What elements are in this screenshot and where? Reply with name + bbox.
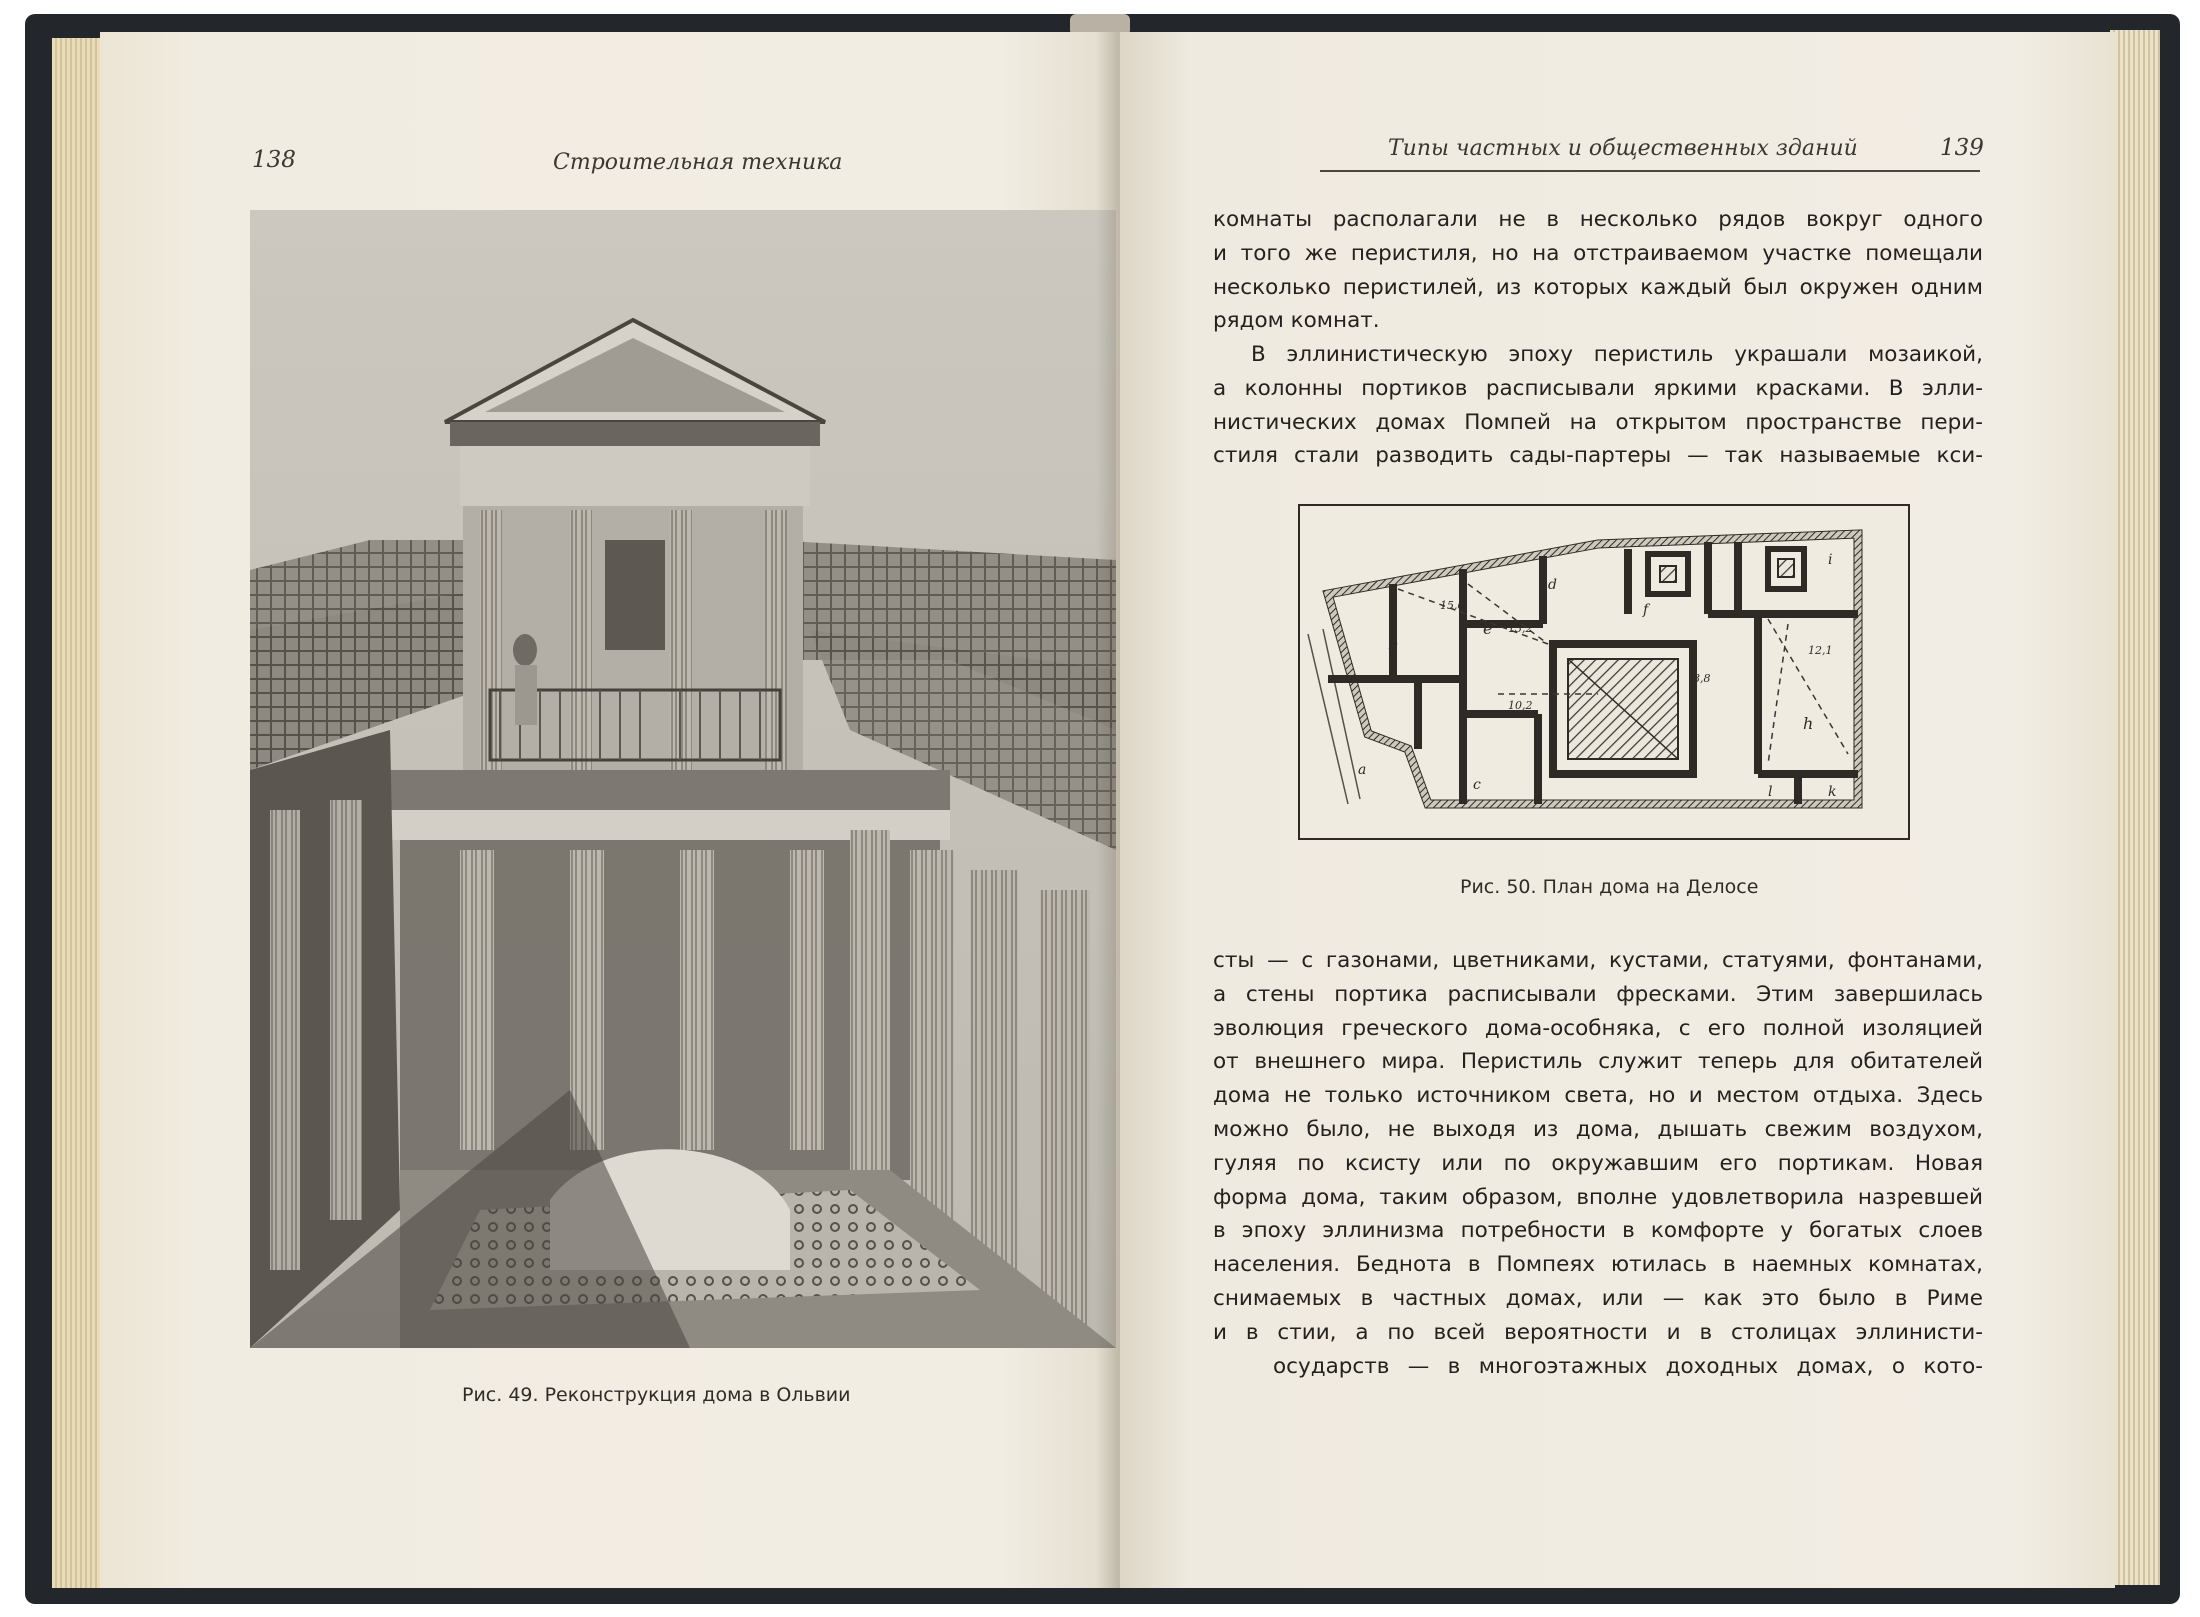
- room-label-b: b: [1388, 634, 1399, 653]
- room-label-g: g: [1718, 582, 1719, 583]
- room-label-i: i: [1828, 552, 1833, 568]
- text-line: стиля стали разводить сады-партеры — так называемые кси-: [1213, 443, 1983, 469]
- page-edges-left: [52, 38, 102, 1588]
- text-line: форма дома, таким образом, вполне удовлетворила назревшей: [1213, 1184, 1983, 1210]
- text-line: а колонны портиков расписывали яркими красками. В элли-: [1213, 375, 1983, 401]
- room-label-h: h: [1803, 714, 1814, 733]
- text-line: населения. Беднота в Помпеях ютилась в наемных комнатах,: [1213, 1252, 1983, 1278]
- text-line: от внешнего мира. Перистиль служит теперь для обитателей: [1213, 1049, 1983, 1075]
- dimension-label: 15,6: [1440, 599, 1465, 612]
- figure-49-illustration: [250, 210, 1116, 1348]
- text-line: гуляя по ксисту или по окружавшим его портикам. Новая: [1213, 1150, 1983, 1176]
- room-label-e: d: [1548, 577, 1557, 593]
- text-line: нистических домах Помпей на открытом пространстве пери-: [1213, 409, 1983, 435]
- text-line: эволюция греческого дома-особняка, с его полной изоляцией: [1213, 1015, 1983, 1041]
- dimension-label: 12,1: [1808, 644, 1833, 657]
- dimension-label: 8,8: [1693, 672, 1711, 685]
- room-label-f: f: [1643, 602, 1649, 618]
- dimension-label: 13,2: [1508, 622, 1533, 635]
- text-line: снимаемых в частных домах, или — как это было в Риме: [1213, 1285, 1983, 1311]
- text-line: сты — с газонами, цветниками, кустами, статуями, фонтанами,: [1213, 948, 1983, 973]
- page-number-left: 138: [252, 147, 296, 173]
- running-head-right: Типы частных и общественных зданий: [1388, 136, 1858, 161]
- running-head-rule: [1320, 170, 1980, 172]
- text-line: В эллинистическую эпоху перистиль украшали мозаикой,: [1251, 342, 1983, 367]
- dimension-label: 10,2: [1508, 699, 1533, 712]
- figure-49-caption: Рис. 49. Реконструкция дома в Ольвии: [462, 1384, 851, 1406]
- text-line: можно было, не выходя из дома, дышать свежим воздухом,: [1213, 1116, 1983, 1142]
- room-label-d: e: [1483, 619, 1493, 638]
- house-reconstruction-drawing: [250, 210, 1116, 1348]
- figure-50-plan: [1298, 504, 1910, 840]
- page-number-right: 139: [1940, 135, 1984, 161]
- paragraph-1: [1213, 203, 1983, 338]
- text-line: а стены портика расписывали фресками. Этим завершилась: [1213, 981, 1983, 1007]
- room-label-a: a: [1358, 762, 1367, 778]
- figure-50-caption: Рис. 50. План дома на Делосе: [1460, 876, 1759, 898]
- room-label-l: l: [1768, 784, 1773, 800]
- running-head-left: Строительная техника: [553, 150, 843, 175]
- delos-house-plan: [1298, 504, 1910, 840]
- text-line: и того же перистиля, но на отстраиваемом участке помещали: [1213, 240, 1983, 266]
- text-line: осударств — в многоэтажных доходных домах, о кото-: [1273, 1353, 1983, 1379]
- paragraph-3: [1213, 944, 1983, 1383]
- room-label-k: k: [1828, 784, 1837, 800]
- text-line: дома не только источником света, но и местом отдыха. Здесь: [1213, 1083, 1983, 1109]
- paragraph-2: [1213, 338, 1983, 473]
- text-line: комнаты располагали не в несколько рядов вокруг одного: [1213, 207, 1983, 232]
- room-label-c: c: [1473, 777, 1481, 793]
- left-page: [100, 32, 1120, 1588]
- text-line: и в стии, а по всей вероятности и в столицах эллинисти-: [1213, 1319, 1983, 1345]
- text-line: рядом комнат.: [1213, 308, 1380, 334]
- page-edges-right: [2110, 30, 2160, 1585]
- text-line: несколько перистилей, из которых каждый был окружен одним: [1213, 274, 1983, 300]
- text-line: в эпоху эллинизма потребности в комфорте у богатых слоев: [1213, 1218, 1983, 1244]
